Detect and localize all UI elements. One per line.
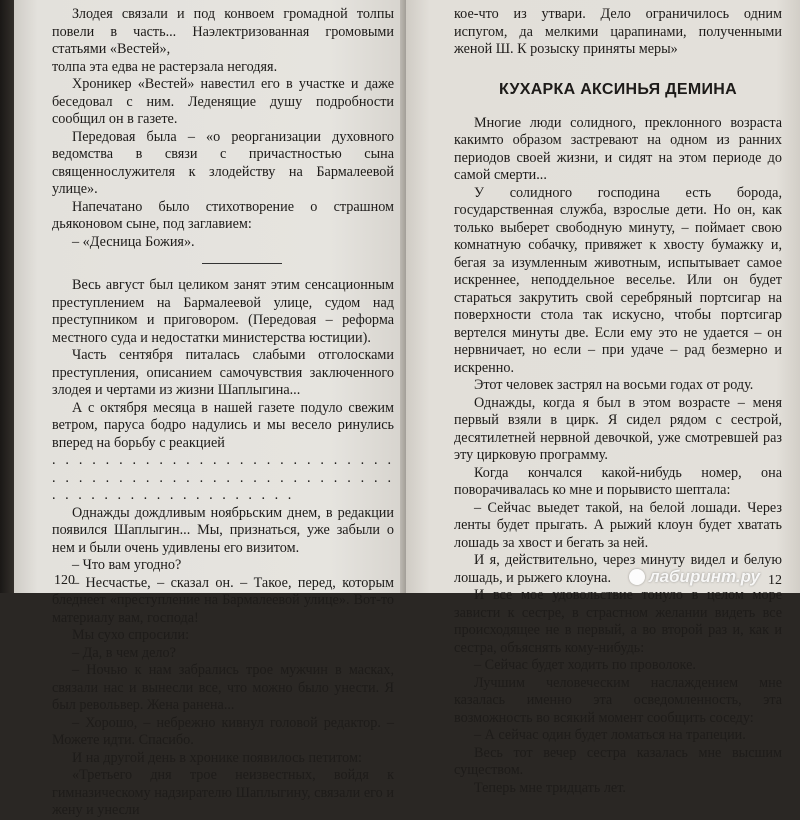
watermark-text: лабиринт.ру (649, 567, 760, 586)
paragraph: Весь тот вечер сестра казалась мне высшим существом. (454, 744, 782, 778)
paragraph: И все мое удовольствие тонуло в целом море зависти к сестре, в страстном желании видеть все происходящее не в первый, а во второй раз и, как и сестра, объяснять кому-нибудь: (454, 587, 782, 656)
paragraph: – Хорошо, – небрежно кивнул головой редактор. – Можете идти. Спасибо. (52, 714, 394, 748)
left-paragraphs-c (52, 505, 394, 820)
paragraph: – А сейчас один будет ломаться на трапеции. (474, 727, 746, 743)
paragraph: – «Десница Божия». (72, 233, 195, 250)
paragraph: Весь август был целиком занят этим сенсационным преступлением на Бармалеевой улице, судом над преступником и приговором. (Передовая – реформа местного суда и недостатки министерства юстиции). (52, 277, 394, 346)
paragraph: И на другой день в хронике появилось петитом: (72, 749, 362, 766)
right-page (406, 0, 800, 796)
paragraph: Напечатано было стихотворение о страшном дьяконовом сыне, под заглавием: (52, 198, 394, 232)
paragraph: А с октября месяца в нашей газете подуло свежим ветром, паруса бодро надулись и мы весело ринулись вперед на борьбу с реакцией (52, 399, 394, 451)
left-paragraphs-b (52, 277, 394, 452)
right-paragraphs-b (454, 115, 782, 798)
paragraph: И я, действительно, через минуту видел и белую лошадь, и рыжего клоуна. (454, 552, 782, 586)
paragraph: Мы сухо спросили: (72, 627, 190, 643)
paragraph: Передовая была – «о реорганизации духовного ведомства в связи с причастностью сына священнослужителя к злодейству на Бармалеевой улице». (52, 128, 394, 197)
left-paragraphs-a (52, 6, 394, 251)
watermark (629, 567, 760, 587)
paragraph: Однажды дождливым ноябрьским днем, в редакции появился Шаплыгин... Мы, признаться, уже забыли о нем и были очень удивлены его визитом. (52, 504, 394, 556)
paragraph: Злодея связали и под конвоем громадной толпы повели в часть... Наэлектризованная громовыми статьями «Вестей», толпа эта едва не растерзала негодяя. (52, 6, 394, 75)
paragraph: Лучшим человеческим наслаждением мне казалась именно эта осведомленность, эта возможность во всякий момент сообщить соседу: (454, 674, 782, 726)
paragraph: – Да, в чем дело? (72, 644, 176, 661)
labirint-logo-icon (629, 569, 645, 585)
paragraph: Однажды, когда я был в этом возрасте – меня первый взяли в цирк. Я сидел рядом с сестрой, десятилетней нервной девочкой, уже смотревшей раз эту цирковую программу. (454, 394, 782, 463)
paragraph: У солидного господина есть борода, государственная служба, взрослые дети. Но он, как только выберет свободную минуту, – поймает свою комнатную собачку, привяжет к хвосту бумажку и, бегая за изумленным животным, испытывает самое искреннее, неподдельное веселье. Или он будет стараться закрутить свой серебряный портсигар на поверхности стола так искусно, чтобы портсигар вертелся минуты две. Если ему это не удается – он нервничает, но если – при удаче – рад безмерно и искренно. (454, 184, 782, 376)
left-page (14, 0, 408, 818)
paragraph: – Несчастье, – сказал он. – Такое, перед, которым бледнеет «преступление на Бармалеевой улице». Вот-то материалу вам, господа! (52, 574, 394, 626)
paragraph: – Что вам угодно? (72, 557, 182, 573)
paragraph: кое-что из утвари. Дело ограничилось одним испугом, да мелкими царапинами, полученными женой Ш. К розыску приняты меры» (454, 6, 782, 57)
paragraph: Многие люди солидного, преклонного возраста какимто образом застревают на одном из ранних периодов своей жизни, и сидят на этом периоде до самой смерти... (454, 114, 782, 183)
paragraph: «Третьего дня трое неизвестных, войдя к гимназическому надзирателю Шаплыгину, связали его и жену и унесли (52, 767, 394, 818)
paragraph: Этот человек застрял на восьми годах от роду. (474, 377, 754, 393)
dotted-line: . . . . . . . . . . . . . . . . . . . . . . . . . . . . . . . . . . . . . . . . . . . . . . . . . . . . . . . . . . . . . . . . . . . . . . . (52, 452, 394, 503)
paragraph: – Ночью к нам забрались трое мужчин в масках, связали нас и вынесли все, что можно было унести. Я был револьвер. Жена ранена... (52, 662, 394, 713)
paragraph: – Сейчас будет ходить по проволоке. (474, 657, 696, 673)
page-number-right: 12 (768, 573, 782, 588)
chapter-heading: КУХАРКА АКСИНЬЯ ДЕМИНА (499, 80, 737, 98)
section-separator (202, 263, 282, 264)
paragraph: – Сейчас выедет такой, на белой лошади. Через ленты будет прыгать. А рыжий клоун будет хватать лошадь за хвост и бегать за ней. (454, 499, 782, 551)
paragraph: Когда кончался какой-нибудь номер, она поворачивалась ко мне и порывисто шептала: (454, 464, 782, 498)
paragraph: Часть сентября питалась слабыми отголосками преступления, описанием самочувствия заключенного злодея и чертами из жизни Шаплыгина... (52, 347, 394, 398)
page-number-left: 120 (54, 573, 75, 588)
paragraph: Хроникер «Вестей» навестил его в участке и даже беседовал с ним. Леденящие душу подробности сообщил он в газете. (52, 76, 394, 127)
right-paragraphs-a (454, 6, 782, 59)
paragraph: Теперь мне тридцать лет. (474, 779, 626, 796)
